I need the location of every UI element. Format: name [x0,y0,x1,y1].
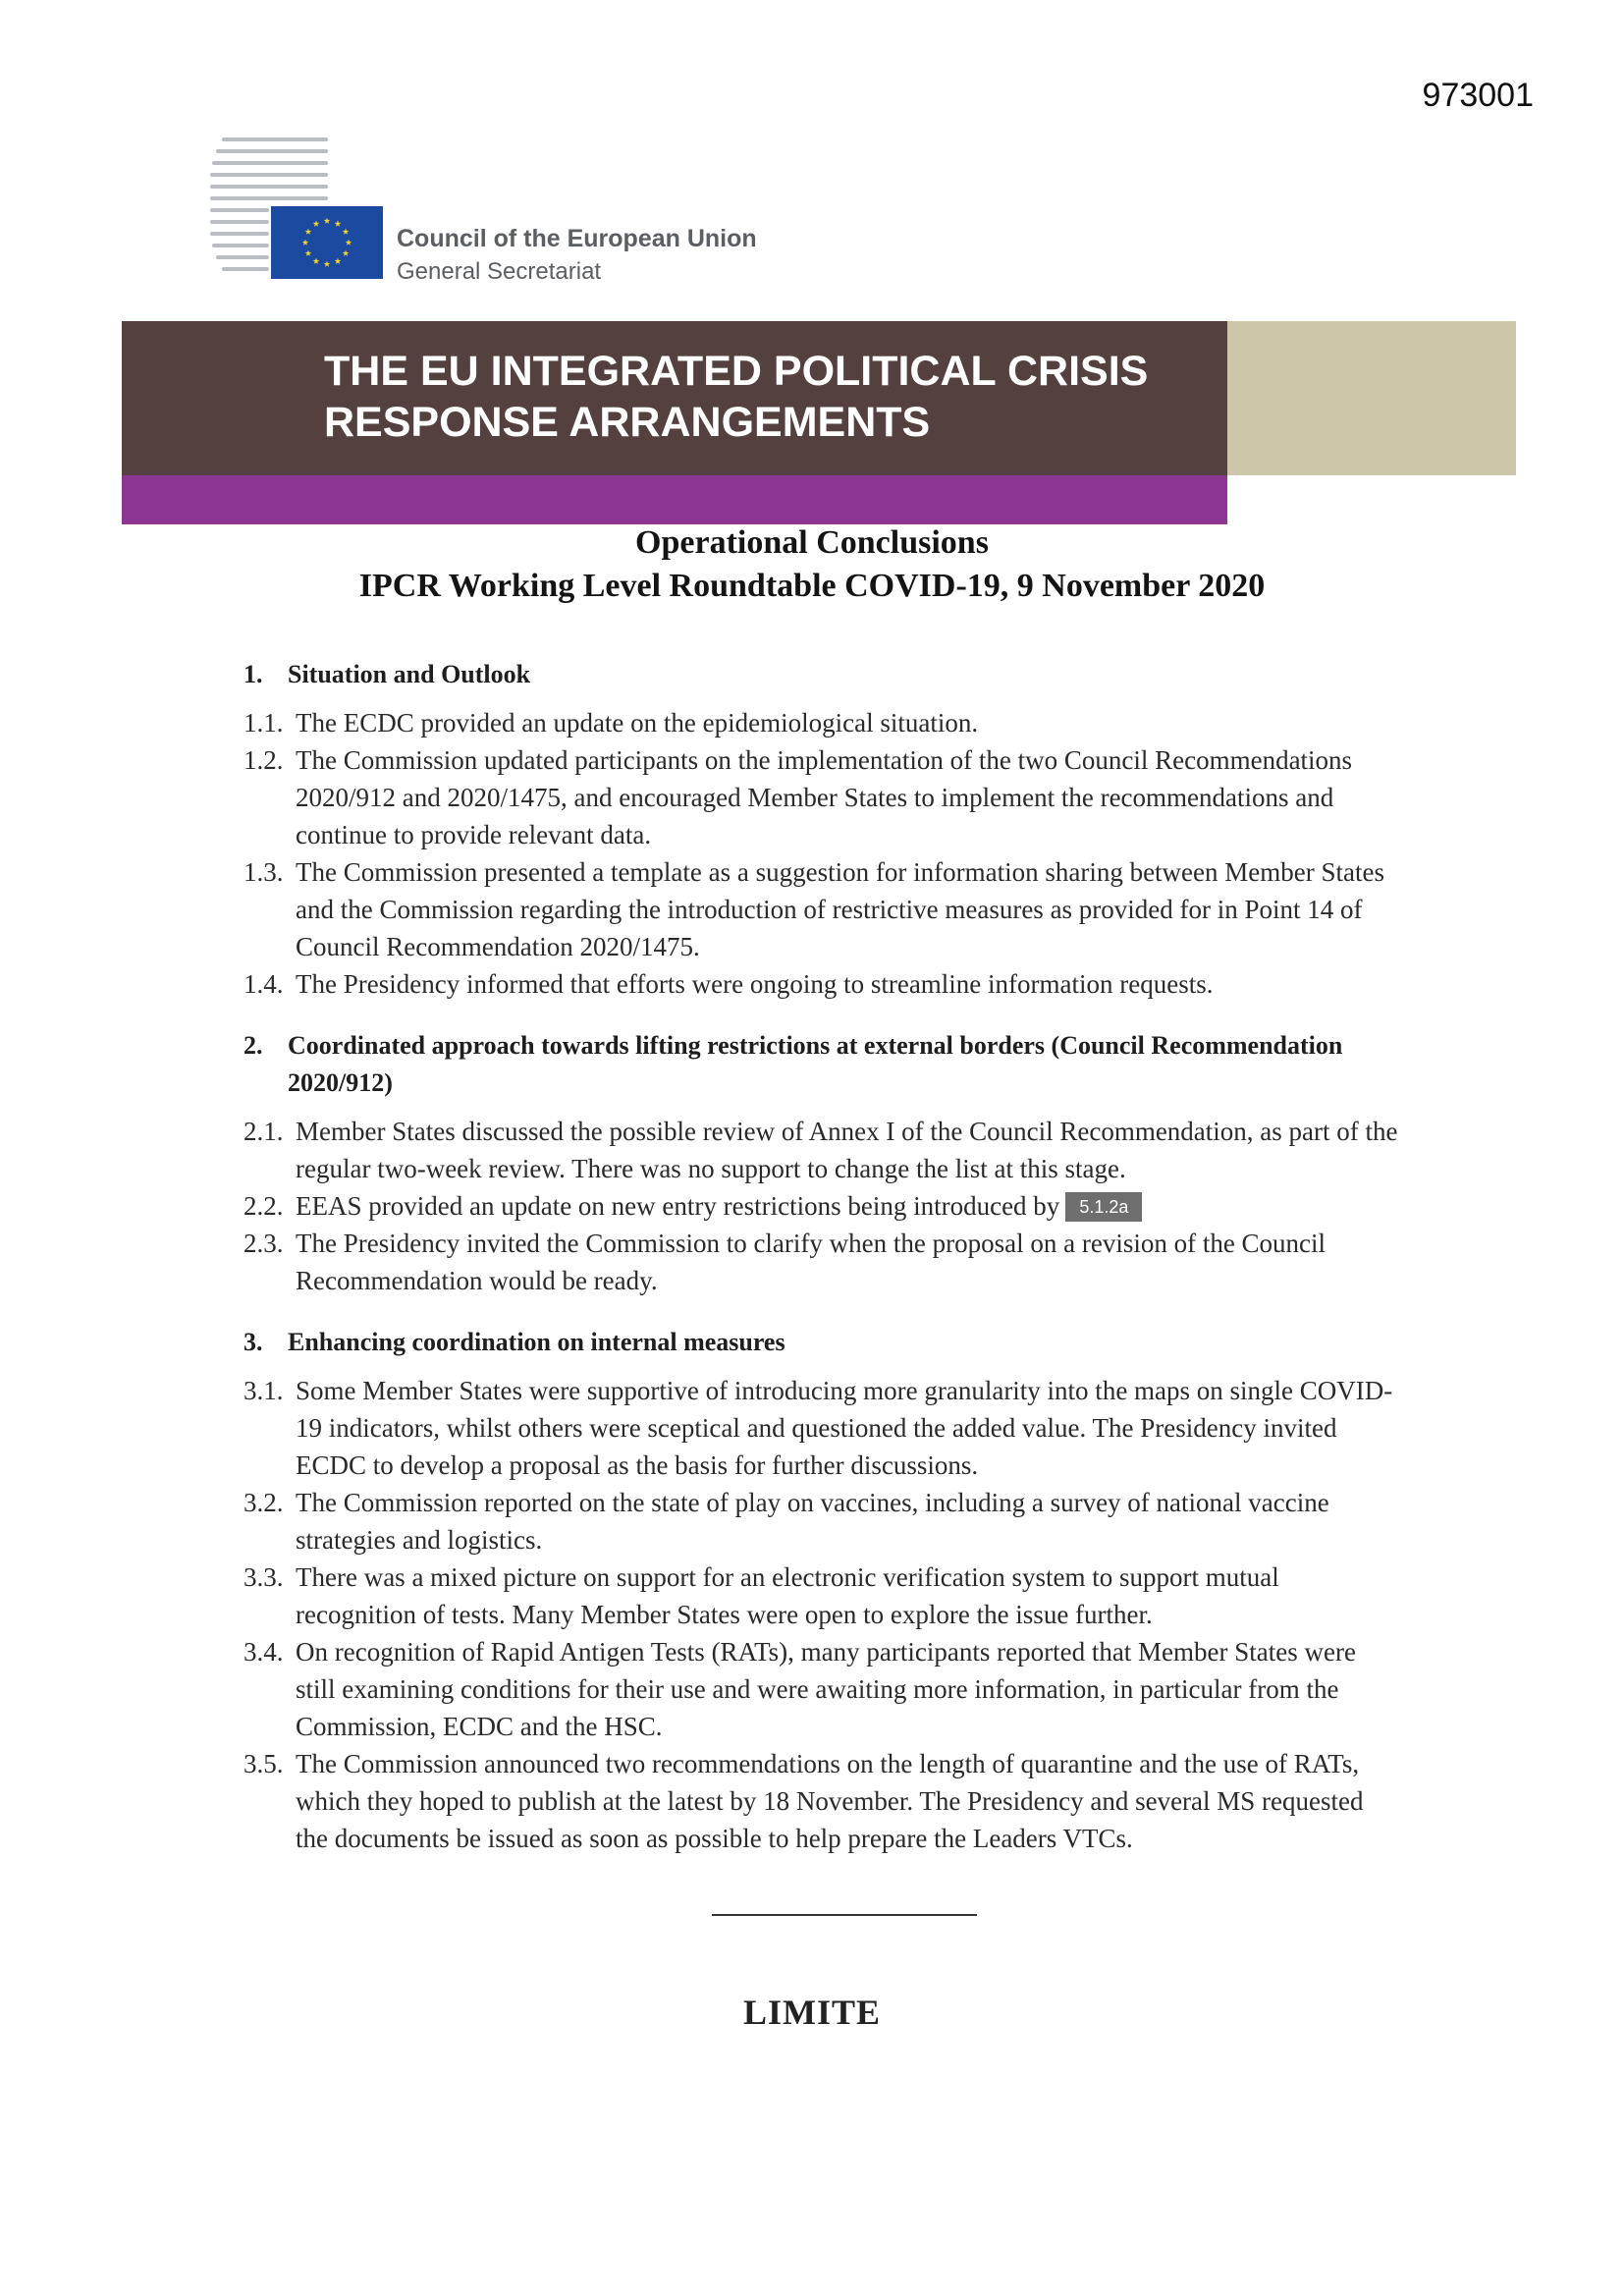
item-text: Member States discussed the possible review of Annex I of the Council Recommendation, as part of the regular two-week review. There was no support to change the list at this stage. [296,1117,1398,1183]
item-text: The Commission announced two recommendations on the length of quarantine and the use of RATs, which they hoped to publish at the latest by 18 November. The Presidency and several MS requested the documents be issued as soon as possible to help prepare the Leaders VTCs. [296,1749,1364,1853]
item-number: 3.5. [244,1749,284,1778]
item-text: The Commission reported on the state of play on vaccines, including a survey of national vaccine strategies and logistics. [296,1488,1329,1555]
flag-star [324,261,330,267]
section-number: 1. [244,660,263,688]
list-item [244,1484,1402,1558]
footer-divider [712,1914,977,1916]
list-item [244,965,1402,1003]
list-item [244,704,1402,741]
item-number: 1.3. [244,857,284,887]
list-item [244,1745,1402,1857]
banner-accent-stripe [122,475,1227,524]
list-item [244,1113,1402,1187]
section-title: Coordinated approach towards lifting restrictions at external borders (Council Recommendation 2020/912) [288,1031,1343,1097]
section-number: 3. [244,1328,263,1356]
item-text: The Presidency informed that efforts were ongoing to streamline information requests. [296,969,1214,999]
banner-title [324,346,1208,448]
banner-title-line-1: THE EU INTEGRATED POLITICAL CRISIS [324,348,1149,395]
item-number: 3.3. [244,1562,284,1592]
flag-star [302,240,308,246]
logo-organization-name: Council of the European Union [397,225,757,252]
section-number: 2. [244,1031,263,1060]
flag-star [305,250,311,256]
section-title: Enhancing coordination on internal measures [288,1328,785,1356]
item-text: On recognition of Rapid Antigen Tests (RATs), many participants reported that Member States were still examining conditions for their use and were awaiting more information, in particular from the Commission, ECDC and the HSC. [296,1637,1356,1741]
flag-star [305,229,311,235]
document-body [244,656,1402,1882]
item-number: 2.3. [244,1229,284,1258]
list-item [244,853,1402,965]
section-internal-measures [244,1324,1402,1857]
list-item [244,1633,1402,1745]
section-title: Situation and Outlook [288,660,531,688]
list-item [244,1558,1402,1633]
flag-star [313,258,319,264]
list-item [244,741,1402,853]
banner-side-block [1227,321,1516,475]
banner-title-line-2: RESPONSE ARRANGEMENTS [324,399,931,446]
flag-star [324,218,330,224]
logo-text [397,222,757,289]
item-text: The ECDC provided an update on the epidemiological situation. [296,708,979,738]
item-number: 1.1. [244,708,284,738]
classification-marking: LIMITE [742,1993,882,2032]
flag-star [343,250,349,256]
item-number: 1.4. [244,969,284,999]
flag-star [346,240,352,246]
list-item [244,1372,1402,1484]
item-number: 3.4. [244,1637,284,1667]
section-heading [244,1324,1402,1361]
list-item [244,1187,1402,1225]
flag-star [335,221,341,227]
item-number: 3.2. [244,1488,284,1517]
item-number: 1.2. [244,745,284,775]
section-external-borders [244,1027,1402,1299]
flag-star [335,258,341,264]
item-number: 2.2. [244,1191,284,1221]
item-text: The Presidency invited the Commission to clarify when the proposal on a revision of the Council Recommendation would be ready. [296,1229,1326,1295]
flag-star [313,221,319,227]
list-item [244,1225,1402,1299]
item-text: There was a mixed picture on support for an electronic verification system to support mutual recognition of tests. Many Member States were open to explore the issue further. [296,1562,1279,1629]
item-number: 3.1. [244,1376,284,1405]
council-logo [210,136,760,283]
document-subheading: IPCR Working Level Roundtable COVID-19, 9 November 2020 [358,568,1266,604]
logo-department: General Secretariat [397,258,602,285]
item-text: Some Member States were supportive of introducing more granularity into the maps on single COVID-19 indicators, whilst others were sceptical and questioned the added value. The Presidency invited ECDC to develop a proposal as the basis for further discussions. [296,1376,1393,1480]
redaction-box: 5.1.2a [1065,1192,1142,1222]
document-number: 973001 [1422,77,1534,114]
item-text: The Commission presented a template as a suggestion for information sharing between Member States and the Commission regarding the introduction of restrictive measures as provided for in Point 14 of Council Recommendation 2020/1475. [296,857,1384,961]
document-heading: Operational Conclusions [635,524,989,561]
section-heading [244,656,1402,693]
item-text: The Commission updated participants on the implementation of the two Council Recommendations 2020/912 and 2020/1475, and encouraged Member States to implement the recommendations and continue to provide relevant data. [296,745,1353,849]
item-text: EEAS provided an update on new entry restrictions being introduced by [296,1191,1060,1221]
item-number: 2.1. [244,1117,284,1146]
section-heading [244,1027,1402,1102]
eu-flag-icon [271,206,383,279]
section-situation-outlook [244,656,1402,1003]
flag-star [343,229,349,235]
